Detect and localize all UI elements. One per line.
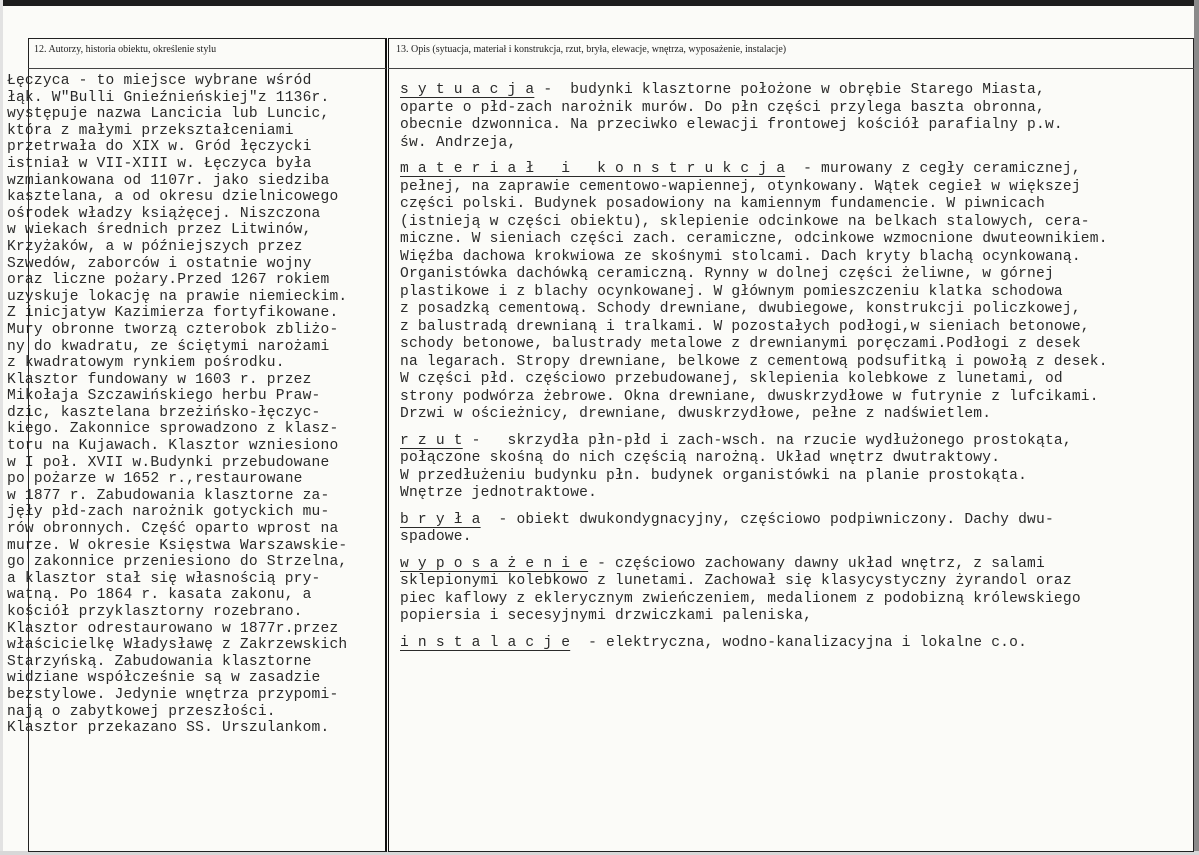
section-keyword: i n s t a l a c j e [400, 634, 571, 651]
description-line: (istnieją w części obiektu), sklepienie odcinkowe na belkach stalowych, cera- [400, 213, 1090, 230]
history-line: Mury obronne tworzą czterobok zbliżo- [7, 321, 339, 338]
history-line: murze. W okresie Księstwa Warszawskie- [7, 537, 348, 554]
history-line: występuje nazwa Lancicia lub Luncic, [7, 106, 330, 123]
card-edge-top [0, 0, 1199, 6]
description-section [400, 512, 1108, 547]
section-text: - elektryczna, wodno-kanalizacyjna i lokalne c.o. [570, 634, 1028, 651]
description-line [400, 635, 1108, 653]
description-line: miczne. W sieniach części zach. ceramiczne, odcinkowe wzmocnione dwuteownikiem. [400, 231, 1108, 247]
history-line: Łęczyca - to miejsce wybrane wśród [7, 73, 312, 89]
history-line: watną. Po 1864 r. kasata zakonu, a [7, 587, 312, 604]
description-line: części polski. Budynek posadowiony na kamiennym fundamencie. W piwnicach [400, 196, 1045, 212]
history-line: widziane współcześnie są w zasadzie [7, 670, 321, 687]
history-line: Z inicjatyw Kazimierza fortyfikowane. [7, 305, 339, 322]
description-section [400, 433, 1108, 503]
left-field-header: 12. Autorzy, historia obiektu, określenie stylu [34, 44, 217, 55]
history-line: go zakonnice przeniesiono do Strzelna, [7, 554, 348, 571]
description-line: piec kaflowy z eklerycznym zwieńczeniem, medalionem z podobizną królewskiego [400, 590, 1081, 607]
section-gap [400, 152, 1108, 161]
history-line: która z małymi przekształceniami [7, 122, 294, 139]
history-line: Szwedów, zaborców i ostatnie wojny [7, 255, 312, 272]
history-line: Starzyńską. Zabudowania klasztorne [7, 653, 312, 670]
description-line: Drzwi w ościeżnicy, drewniane, dwuskrzydłowe, pełne z nadświetlem. [400, 406, 992, 422]
description-line [400, 433, 1108, 451]
history-line: kościół przyklasztorny rozebrano. [7, 604, 303, 620]
description-line: W przedłużeniu budynku płn. budynek organistówki na planie prostokąta. [400, 467, 1028, 484]
section-keyword: w y p o s a ż e n i e [400, 555, 589, 572]
history-line: wzmiankowana od 1107r. jako siedziba [7, 172, 330, 189]
section-keyword: s y t u a c j a [400, 82, 535, 98]
section-text: - skrzydła płn-płd i zach-wsch. na rzucie wydłużonego prostokąta, [462, 432, 1072, 449]
section-keyword: r z u t [400, 432, 463, 449]
description-text [400, 82, 1108, 652]
history-line: rów obronnych. Część oparto wprost na [7, 521, 339, 538]
section-gap [400, 503, 1108, 512]
history-line: a klasztor stał się własnością pry- [7, 570, 321, 587]
section-text: - murowany z cegły ceramicznej, [785, 161, 1081, 177]
history-line: kiego. Zakonnice sprowadzono z klasz- [7, 421, 339, 438]
history-line: z kwadratowym rynkiem pośrodku. [7, 355, 285, 372]
history-line: w I poł. XVII w.Budynki przebudowane [7, 454, 330, 471]
description-line: spadowe. [400, 529, 472, 545]
description-section [400, 161, 1108, 424]
history-line: bezstylowe. Jedynie wnętrza przypomi- [7, 686, 339, 703]
description-line [400, 161, 1108, 179]
section-text: - budynki klasztorne położone w obrębie Starego Miasta, [534, 82, 1045, 98]
description-line [400, 556, 1108, 574]
description-line: Wnętrze jednotraktowe. [400, 485, 598, 501]
history-line: Klasztor fundowany w 1603 r. przez [7, 371, 312, 388]
history-line: dzic, kasztelana brzeżińsko-łęczyc- [7, 404, 321, 421]
card-edge-left [0, 0, 3, 855]
history-line: Krzyżaków, a w późniejszych przez [7, 238, 303, 255]
description-line: pełnej, na zaprawie cementowo-wapiennej, otynkowany. Wątek cegieł w większej [400, 178, 1081, 195]
description-section [400, 635, 1108, 653]
history-line: w 1877 r. Zabudowania klasztorne za- [7, 487, 330, 504]
card-edge-right [1194, 0, 1199, 855]
history-text [7, 73, 347, 737]
section-gap [400, 626, 1108, 635]
description-line: sklepionymi kolebkowo z lunetami. Zachował się klasycystyczny żyrandol oraz [400, 573, 1072, 589]
description-line: oparte o płd-zach narożnik murów. Do płn części przylega baszta obronna, [400, 99, 1045, 116]
section-text: - częściowo zachowany dawny układ wnętrz, z salami [588, 555, 1045, 572]
description-line: z posadzką cementową. Schody drewniane, dwubiegowe, konstrukcji policzkowej, [400, 301, 1081, 317]
history-line: toru na Kujawach. Klasztor wzniesiono [7, 438, 339, 455]
history-line: ośrodek władzy książęcej. Niszczona [7, 205, 321, 222]
description-section [400, 556, 1108, 626]
history-line: oraz liczne pożary.Przed 1267 rokiem [7, 272, 330, 289]
history-line: Klasztor przekazano SS. Urszulankom. [7, 720, 330, 737]
history-line: po pożarze w 1652 r.,restaurowane [7, 471, 303, 488]
description-line: Organistówka dachówką ceramiczną. Rynny w dolnej części żeliwne, w górnej [400, 266, 1054, 282]
history-line: właścicielkę Władysławę z Zakrzewskich [7, 637, 348, 654]
right-field-header: 13. Opis (sytuacja, materiał i konstrukcja, rzut, bryła, elewacje, wnętrza, wyposażenie, instalacje) [396, 44, 787, 55]
description-line: św. Andrzeja, [400, 134, 517, 151]
history-line: Klasztor odrestaurowano w 1877r.przez [7, 620, 339, 637]
section-text: - obiekt dwukondygnacyjny, częściowo podpiwniczony. Dachy dwu- [480, 511, 1054, 528]
history-line: uzyskuje lokację na prawie niemieckim. [7, 288, 348, 305]
description-line: schody betonowe, balustrady metalowe z drewnianymi poręczami.Podłogi z desek [400, 336, 1081, 352]
description-line: na legarach. Stropy drewniane, belkowe z cementową podsufitką i powołą z desek. [400, 353, 1108, 370]
left-header-divider [28, 68, 386, 69]
history-line: ny do kwadratu, ze ściętymi narożami [7, 338, 330, 355]
history-line: kasztelana, a od okresu dzielnicowego [7, 189, 339, 206]
section-gap [400, 547, 1108, 556]
description-line: z balustradą drewnianą i tralkami. W pozostałych podłogi,w sieniach betonowe, [400, 318, 1090, 335]
description-section [400, 82, 1108, 152]
history-line: nają o zabytkowej przeszłości. [7, 703, 276, 720]
description-line: obecnie dzwonnica. Na przeciwko elewacji frontowej kościół parafialny p.w. [400, 117, 1063, 133]
description-line [400, 512, 1108, 530]
section-gap [400, 424, 1108, 433]
description-line: plastikowe i z blachy ocynkowanej. W głównym pomieszczeniu klatka schodowa [400, 283, 1063, 300]
description-line: W części płd. częściowo przebudowanej, sklepienia kolebkowe z lunetami, od [400, 371, 1063, 387]
history-line: przetrwała do XIX w. Gród łęczycki [7, 139, 312, 156]
history-line: w wiekach średnich przez Litwinów, [7, 222, 312, 239]
history-line: łąk. W"Bulli Gnieźnieńskiej"z 1136r. [7, 89, 330, 106]
history-line: istniał w VII-XIII w. Łęczyca była [7, 155, 312, 172]
right-header-divider [388, 68, 1194, 69]
description-line [400, 82, 1108, 100]
description-line: strony podwórza żebrowe. Okna drewniane, dwuskrzydłowe w futrynie z lufcikami. [400, 388, 1099, 405]
section-keyword: m a t e r i a ł i k o n s t r u k c j a [400, 161, 786, 177]
history-line: Mikołaja Szczawińskiego herbu Praw- [7, 388, 321, 405]
description-line: połączone skośną do nich częścią narożną. Układ wnętrz dwutraktowy. [400, 450, 1001, 466]
description-line: popiersia i secesyjnymi drzwiczkami paleniska, [400, 608, 813, 624]
section-keyword: b r y ł a [400, 511, 481, 528]
history-line: jęły płd-zach narożnik gotyckich mu- [7, 504, 330, 521]
description-line: Więźba dachowa krokwiowa ze skośnymi stolcami. Dach kryty blachą ocynkowaną. [400, 248, 1081, 265]
